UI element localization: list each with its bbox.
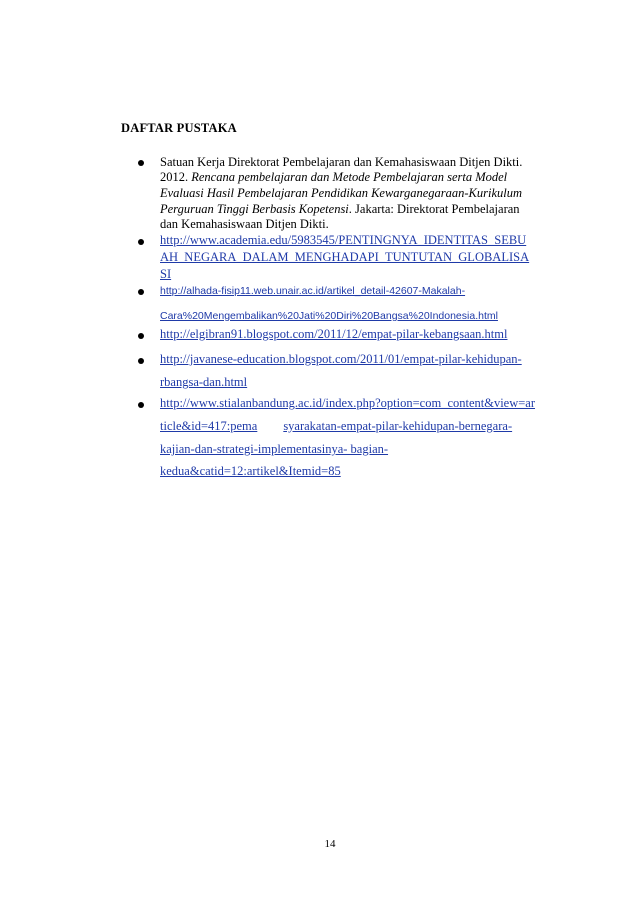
page-number: 14 — [324, 838, 336, 850]
ref-5-link-line-1[interactable]: http://javanese-education.blogspot.com/2011/01/empat-pilar-kehidupan- — [160, 352, 522, 366]
ref-3-link-line-1[interactable]: http://alhada-fisip11.web.unair.ac.id/artikel_detail-42607-Makalah- — [160, 285, 466, 297]
bullet-ref-4 — [138, 333, 144, 339]
ref-1-line-1: Satuan Kerja Direktorat Pembelajaran dan Kemahasiswaan Ditjen Dikti. — [160, 155, 523, 169]
ref-1-line-2-plain: 2012. — [160, 170, 192, 184]
ref-6-link-line-2a[interactable]: ticle&id=417:pema — [160, 419, 258, 433]
ref-6-link-line-3[interactable]: kajian-dan-strategi-implementasinya- bagian- — [160, 442, 389, 456]
link-gap — [257, 419, 283, 434]
ref-1-line-2 — [160, 170, 507, 185]
ref-1-line-5: dan Kemahasiswaan Ditjen Dikti. — [160, 217, 329, 231]
ref-2-link-line-3[interactable]: SI — [160, 267, 172, 281]
ref-1-line-3 — [160, 186, 522, 201]
ref-1-line-4 — [160, 202, 520, 217]
ref-6-link-line-2b[interactable]: syarakatan-empat-pilar-kehidupan-bernegara- — [283, 419, 513, 433]
ref-4-link-line-1[interactable]: http://elgibran91.blogspot.com/2011/12/empat-pilar-kebangsaan.html — [160, 327, 508, 341]
bullet-ref-2 — [138, 239, 144, 245]
ref-1-line-4-italic: Perguruan Tinggi Berbasis Kopetensi — [160, 202, 349, 216]
ref-1-line-3-italic: Evaluasi Hasil Pembelajaran Pendidikan Kewarganegaraan-Kurikulum — [160, 186, 522, 200]
bullet-ref-3 — [138, 289, 144, 295]
ref-6-link-line-4[interactable]: kedua&catid=12:artikel&Itemid=85 — [160, 464, 341, 478]
ref-6-link-line-2[interactable] — [160, 419, 512, 434]
ref-5-link-line-2[interactable]: rbangsa-dan.html — [160, 375, 248, 389]
ref-1-line-4-plain: . Jakarta: Direktorat Pembelajaran — [348, 202, 520, 216]
ref-2-link-line-2[interactable]: AH_NEGARA_DALAM_MENGHADAPI_TUNTUTAN_GLOBALISA — [160, 250, 530, 264]
ref-2-link-line-1[interactable]: http://www.academia.edu/5983545/PENTINGNYA_IDENTITAS_SEBU — [160, 233, 527, 247]
ref-3-link-line-2[interactable]: Cara%20Mengembalikan%20Jati%20Diri%20Bangsa%20Indonesia.html — [160, 310, 498, 322]
ref-1-line-2-italic: Rencana pembelajaran dan Metode Pembelajaran serta Model — [191, 170, 508, 184]
ref-6-link-line-1[interactable]: http://www.stialanbandung.ac.id/index.php?option=com_content&view=ar — [160, 396, 536, 410]
section-heading: DAFTAR PUSTAKA — [121, 121, 237, 135]
bullet-ref-5 — [138, 358, 144, 364]
bullet-ref-1 — [138, 160, 144, 166]
bullet-ref-6 — [138, 402, 144, 408]
